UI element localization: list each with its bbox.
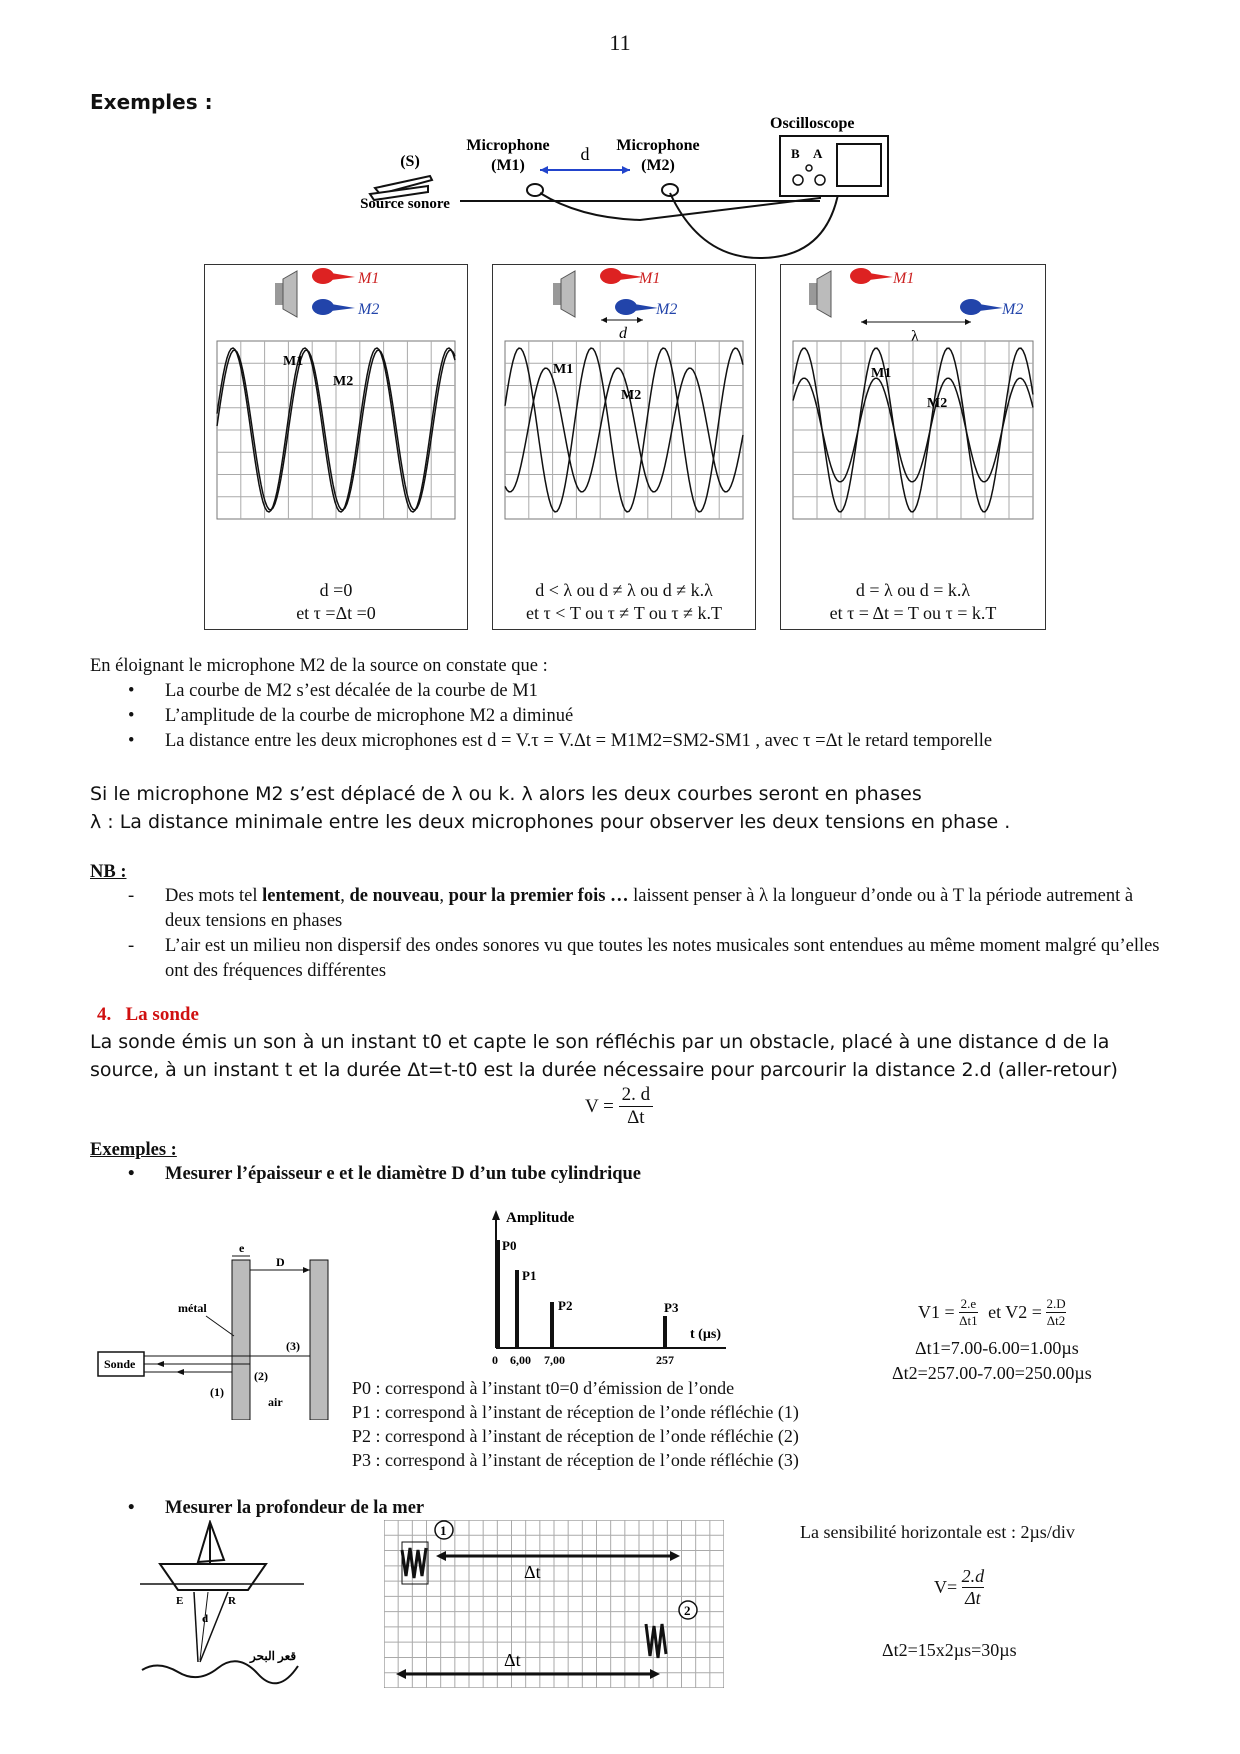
mic1-sub: (M1) bbox=[491, 157, 525, 174]
panel-3-graph bbox=[781, 265, 1045, 565]
sea-item: • Mesurer la profondeur de la mer bbox=[90, 1496, 890, 1521]
panel-in-phase bbox=[204, 264, 468, 630]
dt2-result: Δt2=257.00-7.00=250.00µs bbox=[892, 1363, 1092, 1383]
svg-text:(3): (3) bbox=[286, 1339, 300, 1353]
panel-wavelength bbox=[780, 264, 1046, 630]
svg-text:2: 2 bbox=[684, 1603, 691, 1618]
nb-title: NB : bbox=[90, 862, 127, 882]
sea-formula: V= $\frac{2.d}{\Delta t}$ bbox=[934, 1566, 985, 1608]
section-4-heading: 4. La sonde bbox=[97, 1004, 199, 1025]
examples-2-heading: Exemples : bbox=[90, 1140, 177, 1160]
svg-text:(1): (1) bbox=[210, 1385, 224, 1399]
mic2-sub: (M2) bbox=[641, 157, 675, 174]
mic2-blue-icon bbox=[312, 299, 355, 315]
examples-heading: Exemples : bbox=[90, 90, 213, 114]
svg-text:A: A bbox=[813, 146, 823, 161]
svg-text:air: air bbox=[268, 1395, 283, 1409]
svg-text:P3: P3 bbox=[664, 1300, 679, 1315]
panel-2-cap1: d < λ ou d ≠ λ ou d ≠ k.λ bbox=[535, 580, 713, 600]
svg-text:M2: M2 bbox=[656, 301, 678, 318]
svg-text:M2: M2 bbox=[621, 388, 642, 403]
svg-text:Sonde: Sonde bbox=[104, 1357, 136, 1371]
svg-text:M1: M1 bbox=[871, 366, 892, 381]
svg-text:6,00: 6,00 bbox=[510, 1353, 531, 1366]
phase-line-1: Si le microphone M2 s’est déplacé de λ ou k. λ alors les deux courbes seront en phases bbox=[90, 783, 922, 805]
source-label: Source sonore bbox=[360, 196, 450, 212]
mic1-red-icon bbox=[312, 268, 355, 284]
svg-text:P2: P2 bbox=[558, 1298, 573, 1313]
panel-1-cap1: d =0 bbox=[319, 580, 353, 600]
speaker-icon bbox=[275, 271, 297, 317]
panel-3-cap2: et τ = Δt = T ou τ = k.T bbox=[829, 603, 997, 623]
panel-1-cap2: et τ =Δt =0 bbox=[296, 603, 376, 623]
amplitude-chart bbox=[480, 1206, 730, 1366]
nb-list bbox=[90, 884, 1170, 984]
mic1-red-icon bbox=[850, 268, 893, 284]
svg-text:D: D bbox=[276, 1255, 285, 1269]
section-4-text: La sonde émis un son à un instant t0 et capte le son réfléchis par un obstacle, placé à une distance d de la source, à un instant t et la durée Δt=t-t0 est la durée nécessaire pour parcourir la distance 2.d (aller-retour) bbox=[90, 1031, 1118, 1081]
setup-diagram bbox=[340, 108, 910, 268]
oscilloscope-label: Oscilloscope bbox=[770, 115, 855, 132]
peak-desc: P2 : correspond à l’instant de réception de l’onde réfléchie (2) bbox=[352, 1426, 799, 1446]
svg-text:M1: M1 bbox=[553, 362, 574, 377]
peak-desc: P1 : correspond à l’instant de réception de l’onde réfléchie (1) bbox=[352, 1402, 799, 1422]
source-symbol: (S) bbox=[400, 153, 420, 170]
svg-text:M1: M1 bbox=[283, 354, 304, 369]
svg-text:B: B bbox=[791, 146, 800, 161]
svg-text:E: E bbox=[176, 1595, 184, 1607]
nb-item-1: - Des mots tel lentement, de nouveau, pour la premier fois … laissent penser à λ la longueur d’onde ou à T la période autrement à deux tensions en phases bbox=[90, 884, 1170, 934]
sonde-formula: V = $\frac{2. d}{\Delta t}$ bbox=[585, 1084, 653, 1129]
observation-item: • L’amplitude de la courbe de microphone M2 a diminué bbox=[90, 704, 1190, 729]
svg-text:R: R bbox=[228, 1595, 236, 1607]
svg-text:P0: P0 bbox=[502, 1238, 517, 1253]
distance-label: d bbox=[580, 144, 590, 164]
svg-text:Δt: Δt bbox=[504, 1650, 521, 1670]
sea-oscillogram bbox=[384, 1520, 724, 1688]
svg-text:M2: M2 bbox=[333, 374, 354, 389]
sensitivity-text: La sensibilité horizontale est : 2µs/div bbox=[800, 1522, 1075, 1542]
observation-item: • La courbe de M2 s’est décalée de la courbe de M1 bbox=[90, 679, 1190, 704]
echo-burst-1 bbox=[402, 1548, 426, 1578]
svg-text:1: 1 bbox=[440, 1523, 447, 1538]
svg-text:0: 0 bbox=[492, 1353, 498, 1366]
svg-text:257: 257 bbox=[656, 1353, 674, 1366]
nb-item-2: - L’air est un milieu non dispersif des ondes sonores vu que toutes les notes musicales sont entendues au même moment malgré qu’elles ont des fréquences différentes bbox=[90, 934, 1170, 984]
svg-text:e: e bbox=[239, 1241, 245, 1255]
svg-text:métal: métal bbox=[178, 1301, 207, 1315]
svg-text:Amplitude: Amplitude bbox=[506, 1210, 575, 1226]
panel-1-graph bbox=[205, 265, 467, 565]
svg-text:M1: M1 bbox=[358, 270, 380, 287]
speaker-icon bbox=[809, 271, 831, 317]
mic2-blue-icon bbox=[615, 299, 658, 315]
phase-line-2: λ : La distance minimale entre les deux microphones pour observer les deux tensions en phase . bbox=[90, 811, 1011, 833]
observation-intro: En éloignant le microphone M2 de la source on constate que : bbox=[90, 656, 548, 676]
svg-text:M2: M2 bbox=[927, 396, 948, 411]
peak-descriptions bbox=[352, 1376, 799, 1472]
speaker-icon bbox=[553, 271, 575, 317]
panel-2-cap2: et τ < T ou τ ≠ T ou τ ≠ k.T bbox=[526, 603, 722, 623]
panel-2-graph bbox=[493, 265, 755, 565]
svg-text:(2): (2) bbox=[254, 1369, 268, 1383]
svg-text:M1: M1 bbox=[639, 270, 661, 287]
mic2-blue-icon bbox=[960, 299, 1003, 315]
tube-formulas: V1 = $\frac{2.e}{\Delta t1}$ et V2 = $\frac{2.D}{\Delta t2}$ bbox=[918, 1296, 1066, 1328]
mic2-title: Microphone bbox=[616, 137, 700, 154]
svg-text:قعر البحر: قعر البحر bbox=[250, 1649, 297, 1663]
peak-desc: P0 : correspond à l’instant t0=0 d’émission de l’onde bbox=[352, 1378, 735, 1398]
sea-result: Δt2=15x2µs=30µs bbox=[882, 1640, 1017, 1660]
observation-list bbox=[90, 679, 1190, 754]
boat-diagram bbox=[138, 1520, 308, 1695]
tube-diagram bbox=[96, 1240, 336, 1420]
svg-text:M1: M1 bbox=[893, 270, 915, 287]
svg-text:d: d bbox=[202, 1613, 209, 1625]
page-number: 11 bbox=[609, 30, 631, 55]
svg-text:M2: M2 bbox=[1002, 301, 1024, 318]
svg-text:t (µs): t (µs) bbox=[690, 1327, 722, 1342]
echo-burst-2 bbox=[646, 1624, 666, 1658]
mic1-title: Microphone bbox=[466, 137, 550, 154]
panel-3-cap1: d = λ ou d = k.λ bbox=[855, 580, 971, 600]
observation-item: • La distance entre les deux microphones est d = V.τ = V.Δt = M1M2=SM2-SM1 , avec τ =Δt le retard temporelle bbox=[90, 729, 1190, 754]
svg-text:7,00: 7,00 bbox=[544, 1353, 565, 1366]
svg-text:M2: M2 bbox=[358, 301, 380, 318]
peak-desc: P3 : correspond à l’instant de réception de l’onde réfléchie (3) bbox=[352, 1450, 799, 1470]
svg-text:λ: λ bbox=[911, 328, 919, 345]
mic1-red-icon bbox=[600, 268, 643, 284]
svg-text:Δt: Δt bbox=[524, 1562, 541, 1582]
dt1-result: Δt1=7.00-6.00=1.00µs bbox=[915, 1338, 1079, 1358]
svg-text:P1: P1 bbox=[522, 1268, 537, 1283]
tube-item: • Mesurer l’épaisseur e et le diamètre D d’un tube cylindrique bbox=[90, 1162, 1090, 1187]
svg-text:d: d bbox=[619, 325, 627, 342]
panel-shifted bbox=[492, 264, 756, 630]
